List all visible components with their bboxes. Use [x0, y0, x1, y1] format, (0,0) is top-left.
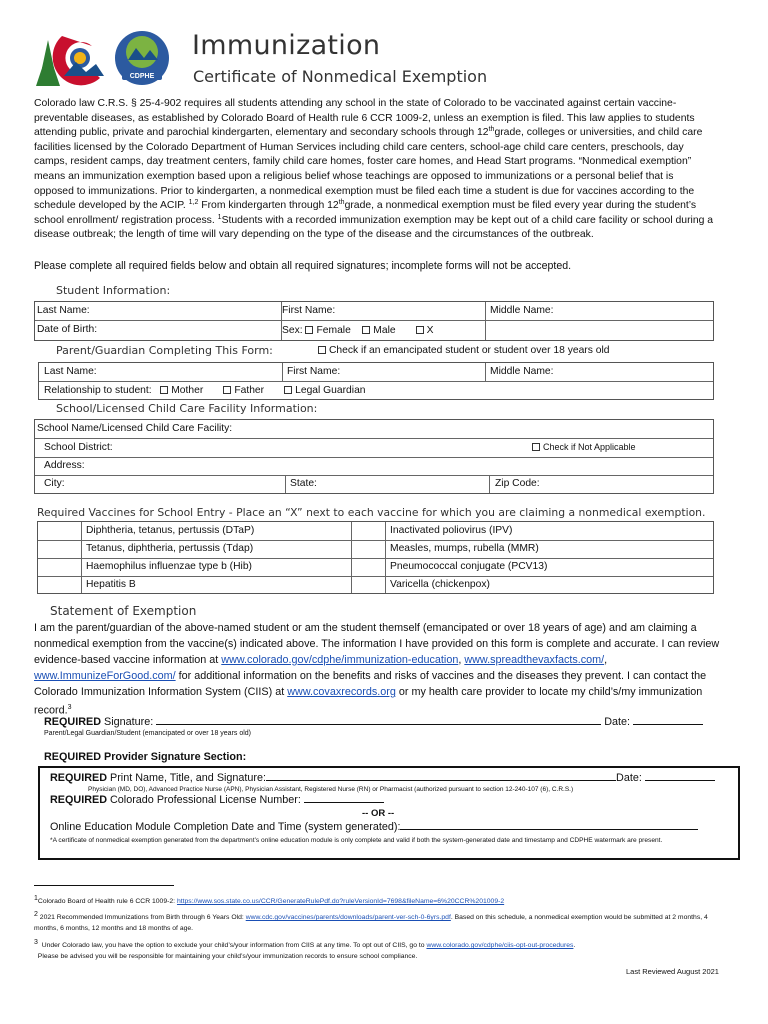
- footnote-1: $^1$Colorado Board of Health rule 6 CCR 1009-2: https://www.sos.state.co.us/CCR/GenerateRulePdf.do?ruleVersionId=7698&fileName=6%20CCR%201009-2: [34, 895, 505, 905]
- school-name-field[interactable]: School Name/Licensed Child Care Facility:: [37, 423, 233, 434]
- guardian-box: [38, 362, 714, 400]
- vaccine-dtap: Diphtheria, tetanus, pertussis (DTaP): [86, 525, 255, 536]
- page-title: Immunization: [192, 30, 381, 61]
- provider-box: [38, 766, 740, 860]
- signature-line[interactable]: REQUIRED Signature: Date:: [44, 716, 703, 728]
- link-immunization-education[interactable]: www.colorado.gov/cdphe/immunization-education: [221, 654, 459, 666]
- vaccines-table: [37, 521, 714, 594]
- provider-print-line[interactable]: REQUIRED Print Name, Title, and Signature: Date:: [50, 772, 715, 784]
- or-divider: -- OR --: [362, 808, 395, 819]
- relationship-label: Relationship to student: Mother Father Legal Guardian: [44, 385, 366, 396]
- signature-sublabel: Parent/Legal Guardian/Student (emancipated or over 18 years old): [44, 730, 252, 737]
- school-city-field[interactable]: City:: [44, 478, 65, 489]
- footnote-3: $^3$ Under Colorado law, you have the option to exclude your child’s/your information from CIIS at any time. To opt out of CIIS, go to www.colorado.gov/cdphe/ciis-opt-out-procedures. Please be advised you will be responsible for maintaining your child’s/your immunization records to ensure school compliance.: [34, 939, 576, 960]
- legal-guardian-checkbox[interactable]: [284, 386, 292, 394]
- link-spreadthevaxfacts[interactable]: www.spreadthevaxfacts.com/: [464, 654, 605, 666]
- link-immunizeforgood[interactable]: www.ImmunizeForGood.com/: [34, 670, 176, 682]
- provider-heading: REQUIRED Provider Signature Section:: [44, 751, 247, 763]
- school-district-field[interactable]: School District:: [44, 442, 113, 453]
- guardian-first-name-field[interactable]: First Name:: [287, 366, 341, 377]
- provider-print-sub: Physician (MD, DO), Advanced Practice Nurse (APN), Physician Assistant, Registered Nurse (RN) or Pharmacist (authorized pursuant to section 12-240-107 (6), C.R.S.): [88, 786, 574, 793]
- student-middle-name-field[interactable]: Middle Name:: [490, 305, 554, 316]
- guardian-heading: Parent/Guardian Completing This Form:: [56, 344, 273, 357]
- vaccine-hib: Haemophilus influenzae type b (Hib): [86, 561, 252, 572]
- student-last-name-field[interactable]: Last Name:: [37, 305, 90, 316]
- student-box: [34, 301, 714, 341]
- footnote-2: $^2$ 2021 Recommended Immunizations from Birth through 6 Years Old: www.cdc.gov/vaccines/parents/downloads/parent-ver-sch-0-6yrs.pdf. Based on this schedule, a nonmedical exemption would be submitted at 2 months, 4 months, 6 months, 12 months and 18 months of age.: [34, 911, 708, 932]
- instructions: Please complete all required fields below and obtain all required signatures; incomplete forms will not be accepted.: [34, 260, 572, 272]
- online-module-line[interactable]: Online Education Module Completion Date and Time (system generated):: [50, 821, 698, 833]
- vaccine-varicella: Varicella (chickenpox): [390, 579, 490, 590]
- student-heading: Student Information:: [56, 284, 171, 297]
- student-dob-field[interactable]: Date of Birth:: [37, 324, 98, 335]
- female-checkbox[interactable]: [305, 326, 313, 334]
- statement-heading: Statement of Exemption: [50, 604, 197, 618]
- footnote-2-link[interactable]: www.cdc.gov/vaccines/parents/downloads/parent-ver-sch-0-6yrs.pdf: [245, 914, 451, 921]
- mother-checkbox[interactable]: [160, 386, 168, 394]
- x-checkbox[interactable]: [416, 326, 424, 334]
- school-zip-field[interactable]: Zip Code:: [495, 478, 540, 489]
- vaccines-heading: Required Vaccines for School Entry - Place an “X” next to each vaccine for which you are claiming a nonmedical exemption.: [37, 506, 706, 519]
- vaccine-hepb: Hepatitis B: [86, 579, 136, 590]
- last-reviewed: Last Reviewed August 2021: [626, 967, 719, 976]
- sex-label: Sex: Female Male X: [282, 325, 434, 336]
- svg-text:CDPHE: CDPHE: [129, 73, 155, 80]
- father-checkbox[interactable]: [223, 386, 231, 394]
- provider-note: *A certificate of nonmedical exemption generated from the department’s online education module is only complete and valid if both the system-generated date and timestamp and CDPHE watermark are present.: [50, 837, 663, 844]
- male-checkbox[interactable]: [362, 326, 370, 334]
- vaccine-ipv: Inactivated poliovirus (IPV): [390, 525, 513, 536]
- footnote-1-link[interactable]: https://www.sos.state.co.us/CCR/GenerateRulePdf.do?ruleVersionId=7698&fileName=6%20CCR%201009-2: [176, 898, 505, 905]
- school-address-field[interactable]: Address:: [44, 460, 85, 471]
- emancipated-checkbox[interactable]: Check if an emancipated student or student over 18 years old: [318, 345, 609, 356]
- guardian-last-name-field[interactable]: Last Name:: [44, 366, 97, 377]
- vaccine-mmr: Measles, mumps, rubella (MMR): [390, 543, 539, 554]
- colorado-cdphe-logo: [34, 28, 184, 90]
- school-box: [34, 419, 714, 494]
- school-heading: School/Licensed Child Care Facility Information:: [56, 402, 318, 415]
- footnote-divider: [34, 885, 174, 886]
- school-state-field[interactable]: State:: [290, 478, 317, 489]
- not-applicable-checkbox[interactable]: Check if Not Applicable: [532, 442, 636, 452]
- page-subtitle: Certificate of Nonmedical Exemption: [193, 67, 488, 86]
- vaccine-pcv13: Pneumococcal conjugate (PCV13): [390, 561, 548, 572]
- statement-text: I am the parent/guardian of the above-named student or am the student themself (emancipated or over 18 years of age) and am claiming a nonmedical exemption from the vaccine(s) indicated above. The information I have provided on this form is complete and accurate. I can review evidence-based vaccine information at www.colorado.gov/cdphe/immunization-education, www.spreadthevaxfacts.com/, www.ImmunizeForGood.com/ for additional information on the benefits and risks of vaccines and the diseases they prevent. I can contact the Colorado Immunization Information System (CIIS) at www.covaxrecords.org or my health care provider to locate my child’s/my immunization record.$^3$: [34, 622, 720, 717]
- link-covaxrecords[interactable]: www.covaxrecords.org: [287, 686, 396, 698]
- intro-paragraph: Colorado law C.R.S. § 25-4-902 requires all students attending any school in the state of Colorado to be vaccinated against certain vaccine-preventable diseases, as established by Colorado Board of Health rule 6 CCR 1009-2, unless an exemption is filed. This law applies to students attending public, private and parochial kindergarten, elementary and secondary schools through 12thgrade, colleges or universities, and child care facilities licensed by the Colorado Department of Human Services including child care centers, school-age child care centers, preschools, day camps, resident camps, day treatment centers, family child care homes, foster care homes, and Head Start programs. “Nonmedical exemption” means an immunization exemption based upon a religious belief whose teachings are opposed to immunizations or a personal belief that is opposed to immunizations. Prior to kindergarten, a nonmedical exemption must be filed each time a student is due for vaccines according to the schedule developed by the ACIP. $^{1,2}$ From kindergarten through 12thgrade, a nonmedical exemption must be filed every year during the student’s school enrollment/ registration process. $^1$Students with a recorded immunization exemption may be kept out of a child care facility or school during a disease outbreak; the length of time will vary depending on the type of the disease and the circumstances of the outbreak.: [34, 98, 714, 241]
- student-first-name-field[interactable]: First Name:: [282, 305, 336, 316]
- guardian-middle-name-field[interactable]: Middle Name:: [490, 366, 554, 377]
- footnote-3-link[interactable]: www.colorado.gov/cdphe/ciis-opt-out-procedures: [426, 942, 574, 949]
- vaccine-tdap: Tetanus, diphtheria, pertussis (Tdap): [86, 543, 254, 554]
- license-line[interactable]: REQUIRED Colorado Professional License Number:: [50, 794, 384, 806]
